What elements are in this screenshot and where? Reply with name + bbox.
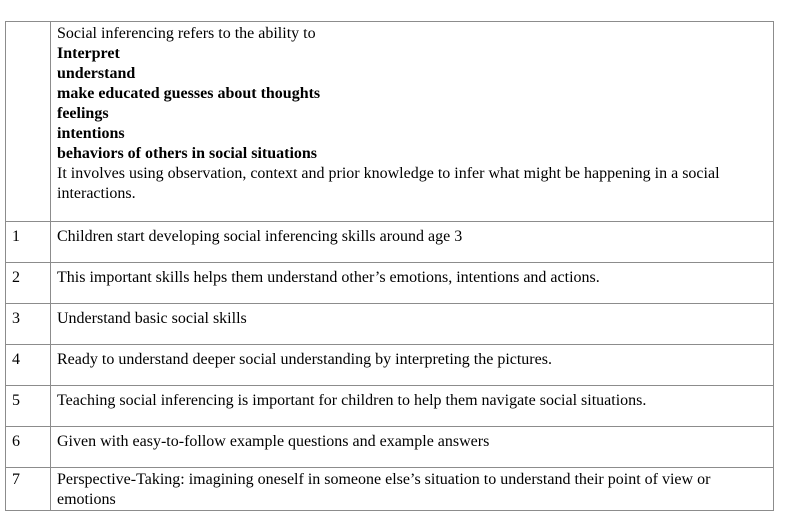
row-text: Teaching social inferencing is important for children to help them navigate social situations.	[51, 386, 774, 427]
row-text: Perspective-Taking: imagining oneself in someone else’s situation to understand their point of view or emotions	[51, 468, 774, 511]
intro-tail: It involves using observation, context and prior knowledge to infer what might be happening in a social interactions.	[57, 165, 720, 202]
row-number: 4	[6, 345, 51, 386]
intro-number-cell	[6, 22, 51, 222]
row-number: 6	[6, 427, 51, 468]
table-row	[6, 345, 774, 386]
row-number: 5	[6, 386, 51, 427]
row-text: This important skills helps them understand other’s emotions, intentions and actions.	[51, 263, 774, 304]
table-row	[6, 427, 774, 468]
row-number: 1	[6, 222, 51, 263]
intro-point: feelings	[57, 105, 109, 122]
table-row	[6, 222, 774, 263]
intro-text-cell	[51, 22, 774, 222]
table-row	[6, 304, 774, 345]
intro-row	[6, 22, 774, 222]
row-number: 2	[6, 263, 51, 304]
row-text: Children start developing social inferencing skills around age 3	[51, 222, 774, 263]
intro-point: intentions	[57, 125, 125, 142]
intro-point: Interpret	[57, 45, 120, 62]
table-row	[6, 263, 774, 304]
row-number: 7	[6, 468, 51, 511]
row-text: Ready to understand deeper social understanding by interpreting the pictures.	[51, 345, 774, 386]
table-row	[6, 468, 774, 511]
intro-point: behaviors of others in social situations	[57, 145, 318, 162]
row-text: Given with easy-to-follow example questions and example answers	[51, 427, 774, 468]
row-text: Understand basic social skills	[51, 304, 774, 345]
intro-point: make educated guesses about thoughts	[57, 85, 321, 102]
intro-lead: Social inferencing refers to the ability to	[57, 25, 316, 42]
intro-point: understand	[57, 65, 136, 82]
row-number: 3	[6, 304, 51, 345]
content-table	[5, 21, 774, 511]
table-row	[6, 386, 774, 427]
